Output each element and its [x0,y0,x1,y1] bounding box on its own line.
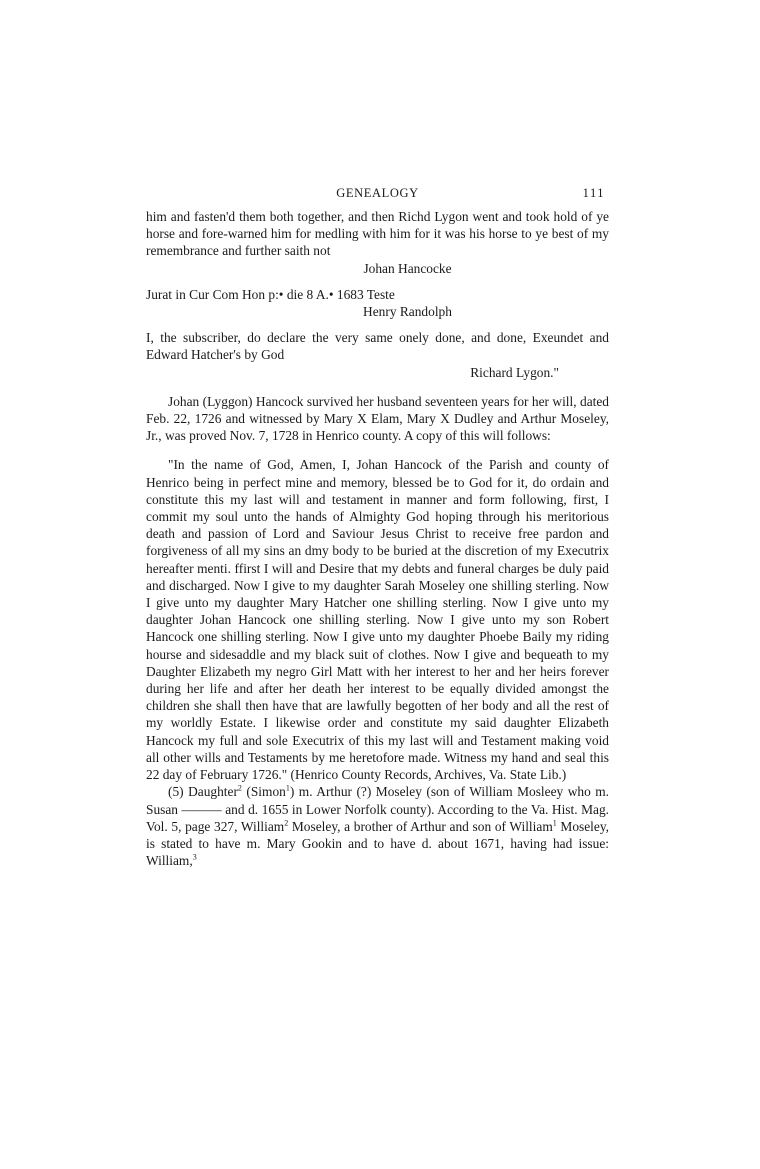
generation-superscript: 1 [285,783,290,793]
book-page [146,186,609,869]
declaration-signature: Richard Lygon." [470,364,559,380]
survival-paragraph: Johan (Lyggon) Hancock survived her husband seventeen years for her will, dated Feb. 22, 1726 and witnessed by Mary X Elam, Mary X Dudley and Arthur Moseley, Jr., was proved Nov. 7, 1728 in Henrico county. A copy of this will follows: [146,393,609,444]
generation-superscript: 2 [284,818,289,828]
daughter-intro: (5) Daughter [168,784,238,800]
daughter-paragraph [146,783,609,869]
deposition-text: him and fasten'd them both together, and then Richd Lygon went and took hold of ye horse and fore-warned him for medling with him for it was his horse to ye best of my remembrance and further saith not [146,209,609,259]
page-number: 111 [582,186,605,200]
daughter-text: Moseley, a brother of Arthur and son of William [288,818,553,834]
running-title: GENEALOGY [336,186,419,200]
daughter-simon: (Simon [241,784,286,800]
generation-superscript: 3 [192,852,197,862]
jurat-line: Jurat in Cur Com Hon p:• die 8 A.• 1683 Teste [146,286,395,302]
daughter-text: Moseley, is stated to have m. Mary Gookin and to have d. about 1671, having had issue: William, [146,818,610,869]
will-transcript: "In the name of God, Amen, I, Johan Hancock of the Parish and county of Henrico being in perfect mine and memory, blessed be to God for it, do ordain and constitute this my last will and testament in manner and form following, first, I commit my soul unto the hands of Almighty God hoping through his meritorious death and passion of Lord and Saviour Jesus Christ to receive free pardon and forgiveness of all my sins an dmy body to be buried at the discretion of my Executrix hereafter menti. ffirst I will and Desire that my debts and funeral charges be duly paid and discharged. Now I give to my daughter Sarah Moseley one shilling sterling. Now I give unto my daughter Mary Hatcher one shilling sterling. Now I give unto my daughter Johan Hancock one shilling sterling. Now I give unto my son Robert Hancock one shilling sterling. Now I give unto my daughter Phoebe Baily my riding hourse and sidesaddle and my black suit of clothes. Now I give and bequeath to my Daughter Elizabeth my negro Girl Matt with her interest to her and her heirs forever during her life and after her death her interest to be equally divided amongst the children she shall then have that are lawfully begotten of her body and all the rest of my worldly Estate. I likewise order and constitute my said daughter Elizabeth Hancock my full and sole Executrix of this my last will and Testament making void all other wills and Testaments by me heretofore made. Witness my hand and seal this 22 day of February 1726." (Henrico County Records, Archives, Va. State Lib.) [146,457,609,783]
daughter-text: ) m. Arthur (?) Moseley (son of William Mosleey who m. Susan ——— and d. 1655 in Lower Norfolk county). According to the Va. Hist. Mag. Vol. 5, page 327, William [146,784,609,834]
deposition-signature: Johan Hancocke [363,260,452,276]
declaration-text: I, the subscriber, do declare the very same onely done, and done, Exeundet and Edward Hatcher's by God [146,330,609,363]
running-header [146,186,609,208]
generation-superscript: 1 [552,818,557,828]
page-body [146,208,609,869]
generation-superscript: 2 [237,783,242,793]
jurat-witness: Henry Randolph [363,304,452,320]
